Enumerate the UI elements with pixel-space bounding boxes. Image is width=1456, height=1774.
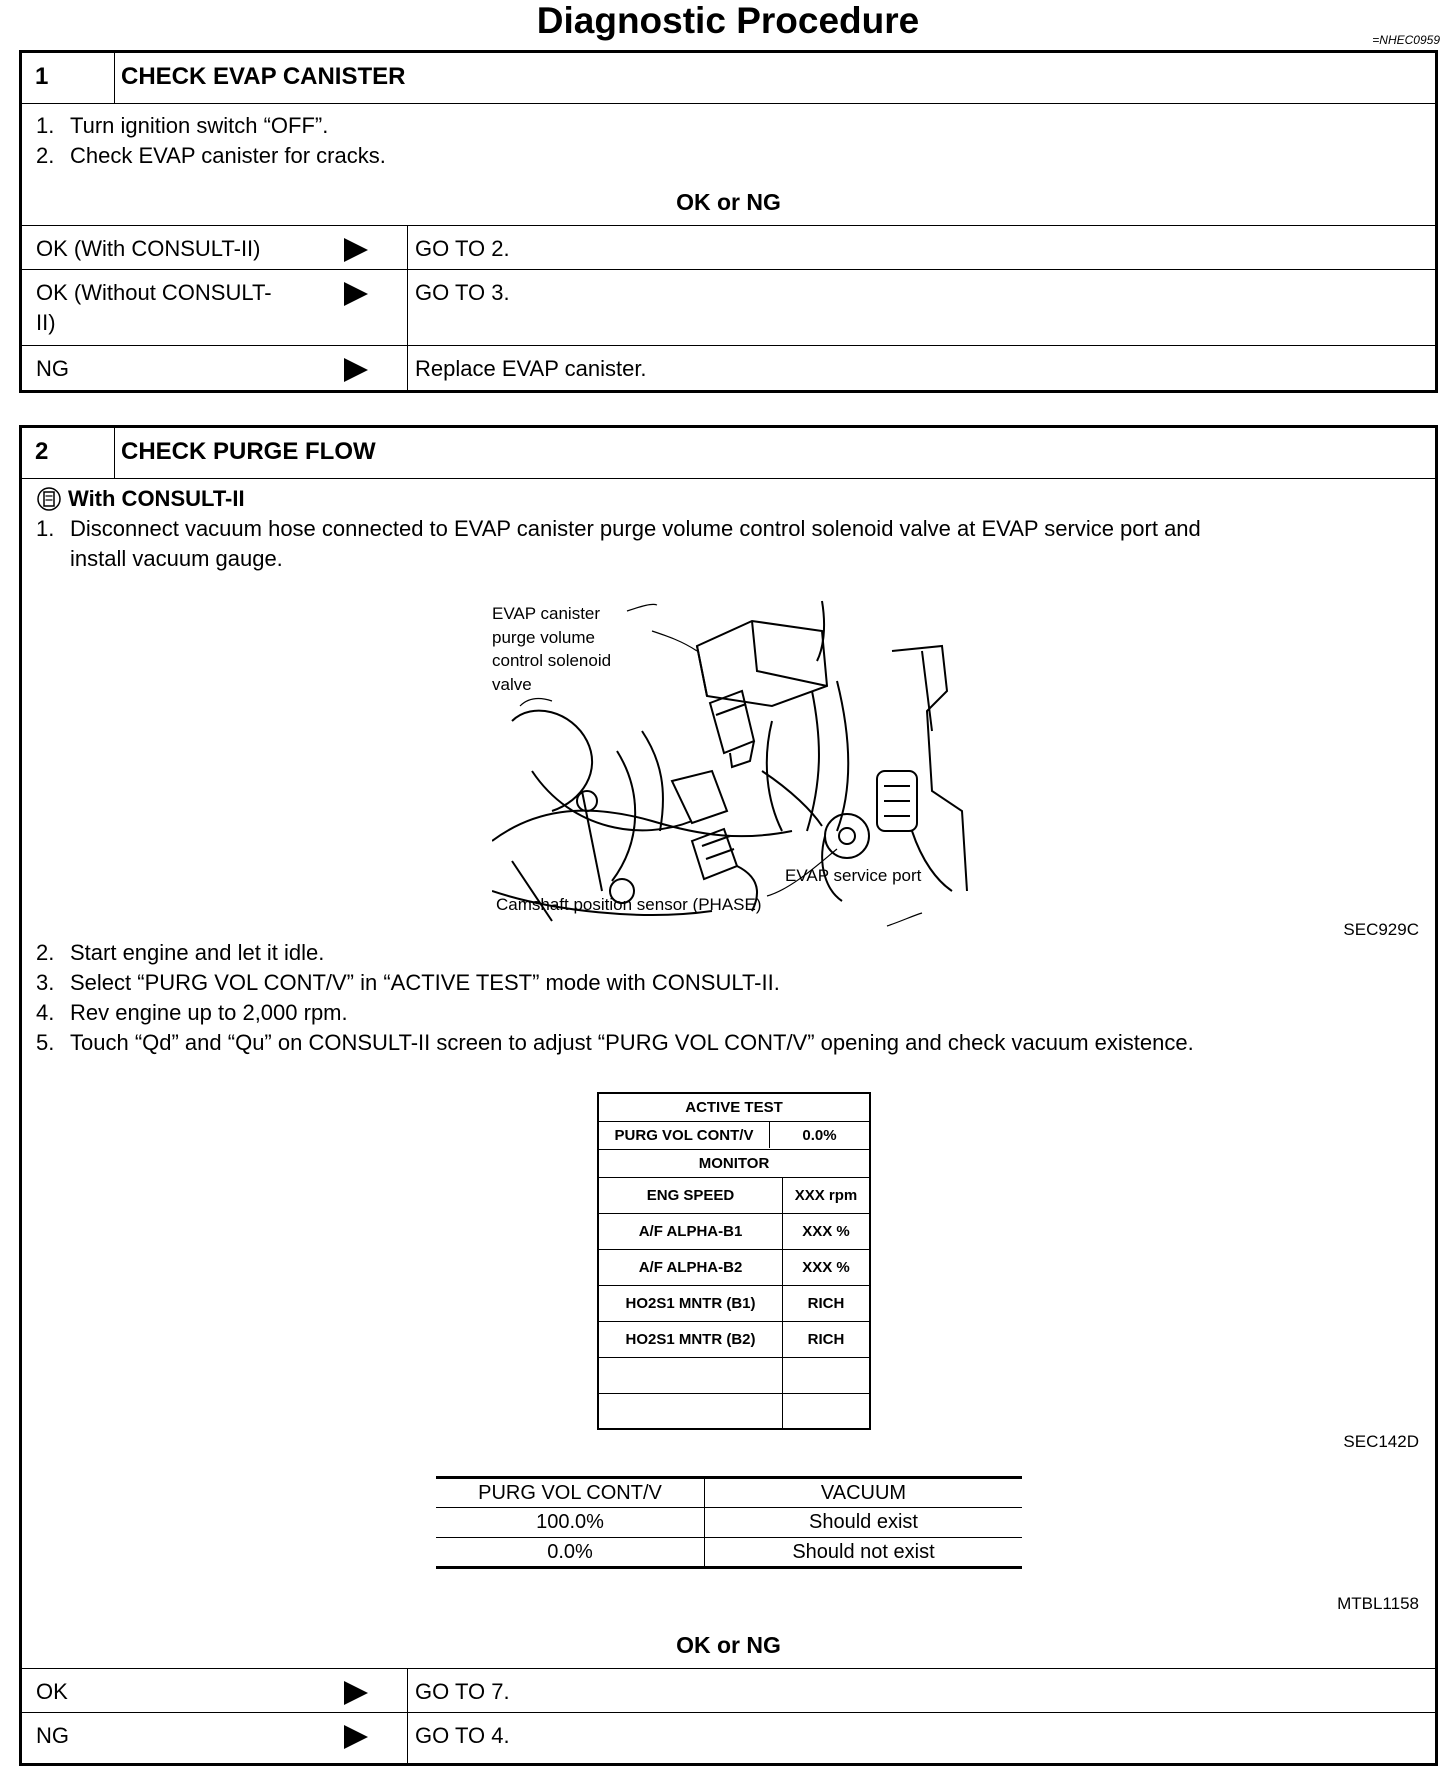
monitor-item: A/F ALPHA-B2 — [598, 1249, 783, 1285]
instruction-item: 3. Select “PURG VOL CONT/V” in “ACTIVE TEST” mode with CONSULT-II. — [36, 970, 780, 995]
vacuum-table-cell: Should not exist — [792, 1540, 935, 1563]
vacuum-table-header: VACUUM — [705, 1478, 1023, 1508]
active-test-item-value: 0.0% — [802, 1126, 837, 1144]
figure-label-valve: EVAP canister purge volume control solenoid valve — [492, 604, 612, 694]
step-number: 2 — [22, 428, 115, 478]
monitor-title: MONITOR — [598, 1149, 870, 1177]
figure-label-service-port: EVAP service port — [785, 866, 922, 885]
result-row — [22, 225, 1435, 270]
instruction-item: 2. Check EVAP canister for cracks. — [36, 143, 386, 168]
vacuum-table-reference-code: MTBL1158 — [1337, 1594, 1419, 1613]
active-test-screen — [597, 1092, 871, 1430]
monitor-item: HO2S1 MNTR (B2) — [598, 1321, 783, 1357]
result-condition: NG — [36, 1723, 69, 1748]
step-number: 1 — [22, 53, 115, 103]
monitor-value: XXX % — [783, 1213, 871, 1249]
ok-or-ng-label: OK or NG — [676, 189, 781, 215]
instruction-item: 2. Start engine and let it idle. — [36, 940, 325, 965]
active-test-item: PURG VOL CONT/V — [599, 1122, 770, 1148]
instruction-item: 1. Turn ignition switch “OFF”. — [36, 113, 329, 138]
instruction-item: 4. Rev engine up to 2,000 rpm. — [36, 1000, 348, 1025]
figure-label-sensor: Camshaft position sensor (PHASE) — [496, 895, 762, 914]
result-condition: NG — [36, 356, 69, 381]
step-heading: CHECK PURGE FLOW — [121, 438, 376, 465]
step-heading: CHECK EVAP CANISTER — [121, 63, 406, 90]
instruction-item: 5. Touch “Qd” and “Qu” on CONSULT-II screen to adjust “PURG VOL CONT/V” opening and check vacuum existence. — [36, 1030, 1194, 1055]
result-row — [22, 269, 1435, 346]
result-action: GO TO 2. — [415, 236, 510, 261]
result-condition: OK — [36, 1679, 68, 1704]
arrow-right-icon — [344, 282, 368, 306]
vacuum-table-cell: 0.0% — [436, 1538, 705, 1568]
document-code: =NHEC0959 — [1372, 33, 1440, 47]
result-row — [22, 345, 1435, 392]
arrow-right-icon — [344, 358, 368, 382]
figure-reference-code: SEC929C — [1343, 920, 1419, 939]
result-action: GO TO 7. — [415, 1679, 510, 1704]
step-2-box — [19, 425, 1438, 1766]
result-row — [22, 1712, 1435, 1765]
monitor-item: ENG SPEED — [598, 1177, 783, 1213]
vacuum-table-cell: Should exist — [705, 1508, 1023, 1538]
result-condition: OK (Without CONSULT- II) — [36, 280, 272, 335]
vacuum-table-header: PURG VOL CONT/V — [436, 1478, 705, 1508]
active-test-title: ACTIVE TEST — [598, 1093, 870, 1121]
step-1-box — [19, 50, 1438, 393]
monitor-value: XXX % — [783, 1249, 871, 1285]
instruction-item: 1. Disconnect vacuum hose connected to EVAP canister purge volume control solenoid valve at EVAP service port and — [36, 516, 1201, 541]
monitor-value: RICH — [783, 1285, 871, 1321]
page-title: Diagnostic Procedure — [536, 0, 920, 41]
result-action: GO TO 4. — [415, 1723, 510, 1748]
ok-or-ng-label: OK or NG — [676, 1632, 781, 1658]
instruction-item-continued: install vacuum gauge. — [70, 546, 283, 571]
monitor-item: A/F ALPHA-B1 — [598, 1213, 783, 1249]
arrow-right-icon — [344, 1681, 368, 1705]
monitor-item: HO2S1 MNTR (B1) — [598, 1285, 783, 1321]
vacuum-table — [436, 1476, 1022, 1569]
arrow-right-icon — [344, 1725, 368, 1749]
result-condition: OK (With CONSULT-II) — [36, 236, 261, 261]
consult-tool-icon — [36, 486, 62, 512]
active-test-reference-code: SEC142D — [1343, 1432, 1419, 1451]
step-2-header — [22, 428, 1435, 479]
consult-subheading: With CONSULT-II — [36, 484, 245, 514]
result-row — [22, 1668, 1435, 1713]
result-action: GO TO 3. — [415, 280, 510, 305]
arrow-right-icon — [344, 238, 368, 262]
result-action: Replace EVAP canister. — [415, 356, 647, 381]
vacuum-table-cell: 100.0% — [436, 1508, 705, 1538]
monitor-value: XXX rpm — [783, 1177, 871, 1213]
step-1-header — [22, 53, 1435, 104]
monitor-value: RICH — [783, 1321, 871, 1357]
